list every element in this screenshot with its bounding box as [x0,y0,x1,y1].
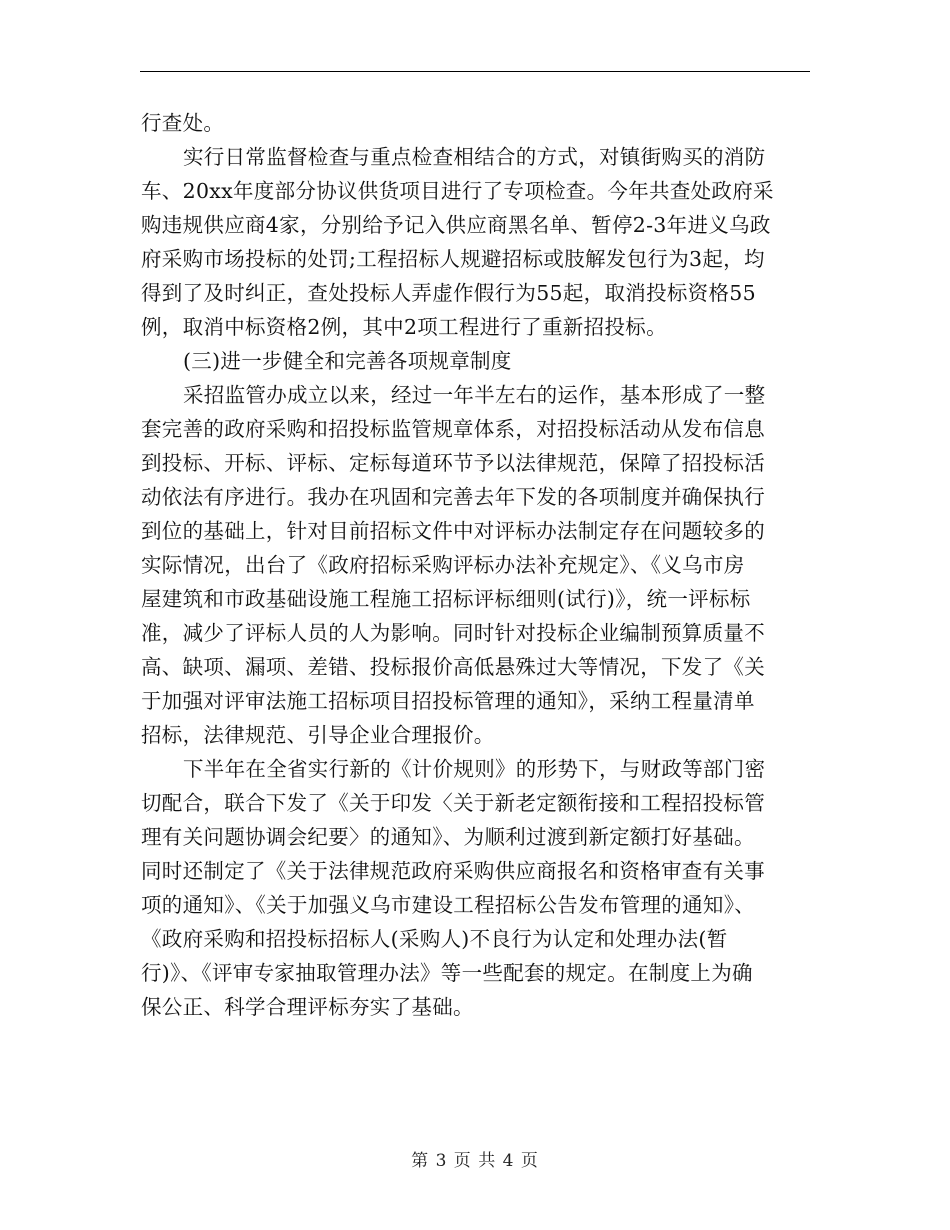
text-line: 到投标、开标、评标、定标每道环节予以法律规范，保障了招投标活 [141,451,765,475]
text-line: 实际情况，出台了《政府招标采购评标办法补充规定》、《义乌市房 [141,553,745,577]
text-line: 行)》、《评审专家抽取管理办法》等一些配套的规定。在制度上为确 [141,961,753,985]
text-line: 实行日常监督检查与重点检查相结合的方式，对镇街购买的消防 [183,145,766,169]
text-line: 购违规供应商4家，分别给予记入供应商黑名单、暂停2-3年进义乌政 [141,213,771,237]
text-line: 保公正、科学合理评标夯实了基础。 [141,995,474,1019]
header-rule [140,71,810,72]
text-line: 屋建筑和市政基础设施工程施工招标评标细则(试行)》，统一评标标 [141,587,751,611]
text-line: 高、缺项、漏项、差错、投标报价高低悬殊过大等情况，下发了《关 [141,655,765,679]
text-line: 例，取消中标资格2例，其中2项工程进行了重新招投标。 [141,315,667,339]
text-line: 招标，法律规范、引导企业合理报价。 [141,723,495,747]
text-line: 准，减少了评标人员的人为影响。同时针对投标企业编制预算质量不 [141,621,765,645]
text-line: 采招监管办成立以来，经过一年半左右的运作，基本形成了一整 [183,383,766,407]
page-number: 第 3 页 共 4 页 [411,1151,539,1171]
text-line: 理有关问题协调会纪要〉的通知》、为顺利过渡到新定额打好基础。 [141,825,755,849]
text-line: 到位的基础上，针对目前招标文件中对评标办法制定存在问题较多的 [141,519,765,543]
text-line: 行查处。 [141,111,225,135]
section-heading: (三)进一步健全和完善各项规章制度 [183,349,512,373]
text-line: 府采购市场投标的处罚;工程招标人规避招标或肢解发包行为3起，均 [141,247,765,271]
text-line: 项的通知》、《关于加强义乌市建设工程招标公告发布管理的通知》、 [141,893,756,917]
text-line: 下半年在全省实行新的《计价规则》的形势下，与财政等部门密 [183,757,766,781]
text-line: 得到了及时纠正，查处投标人弄虚作假行为55起，取消投标资格55 [141,281,756,305]
text-line: 切配合，联合下发了《关于印发〈关于新老定额衔接和工程招投标管 [141,791,765,815]
text-line: 套完善的政府采购和招投标监管规章体系，对招投标活动从发布信息 [141,417,765,441]
text-line: 于加强对评审法施工招标项目招投标管理的通知》，采纳工程量清单 [141,689,755,713]
document-body [141,106,811,1024]
text-line: 动依法有序进行。我办在巩固和完善去年下发的各项制度并确保执行 [141,485,765,509]
text-line: 《政府采购和招投标招标人(采购人)不良行为认定和处理办法(暂 [141,927,728,951]
text-line: 车、20xx年度部分协议供货项目进行了专项检查。今年共查处政府采 [141,179,774,203]
text-line: 同时还制定了《关于法律规范政府采购供应商报名和资格审查有关事 [141,859,765,883]
